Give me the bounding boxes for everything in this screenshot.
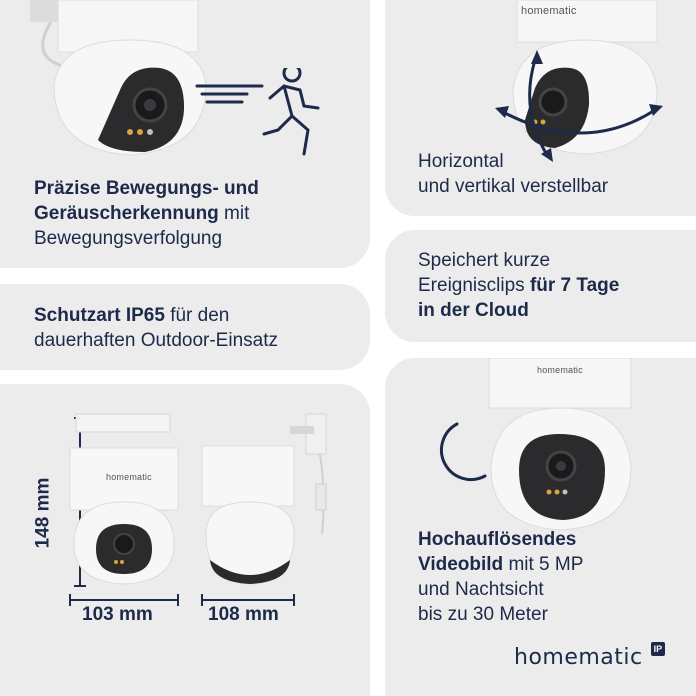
running-person-icon bbox=[192, 68, 352, 168]
storage-line-1: Speichert kurze bbox=[418, 250, 551, 271]
storage-line-2-bold: für 7 Tage bbox=[529, 275, 620, 296]
storage-panel bbox=[385, 230, 696, 342]
front-camera-brand-label: homematic bbox=[106, 472, 152, 482]
video-bold-2: Videobild bbox=[418, 554, 504, 575]
moon-icon bbox=[441, 424, 485, 480]
protection-bold: Schutzart IP65 bbox=[34, 305, 165, 326]
video-bold-1: Hochauflösendes bbox=[418, 529, 577, 550]
adjust-description bbox=[418, 149, 696, 199]
camera-dimensions-image bbox=[0, 384, 370, 696]
video-rest-2: mit 5 MP bbox=[503, 554, 584, 575]
height-dimension: 148 mm bbox=[32, 477, 54, 549]
motion-rest-2: Bewegungsverfolgung bbox=[34, 228, 223, 249]
camera-brand-label: homematic bbox=[521, 5, 577, 17]
side-width-dimension: 108 mm bbox=[208, 604, 279, 625]
dimensions-panel bbox=[0, 384, 370, 696]
video-line-3: und Nachtsicht bbox=[418, 579, 544, 600]
motion-rest-1: mit bbox=[218, 203, 250, 224]
logo-text: homematic bbox=[514, 645, 643, 670]
motion-panel bbox=[0, 0, 370, 268]
adjust-panel bbox=[385, 0, 696, 216]
logo-badge: IP bbox=[651, 642, 666, 656]
video-panel bbox=[385, 358, 696, 696]
adjust-line-1: Horizontal bbox=[418, 151, 504, 172]
motion-bold: Präzise Bewegungs- und Geräuscherkennung bbox=[34, 178, 259, 224]
storage-line-3-bold: in der Cloud bbox=[418, 300, 529, 321]
protection-description bbox=[34, 303, 354, 353]
video-line-4: bis zu 30 Meter bbox=[418, 604, 548, 625]
protection-rest-2: dauerhaften Outdoor-Einsatz bbox=[34, 330, 278, 351]
storage-line-2-plain: Ereignisclips bbox=[418, 275, 530, 296]
front-width-dimension: 103 mm bbox=[82, 604, 153, 625]
storage-description bbox=[418, 248, 696, 323]
protection-rest-1: für den bbox=[164, 305, 230, 326]
homematic-logo bbox=[514, 645, 665, 670]
video-description bbox=[418, 527, 696, 627]
night-camera-brand-label: homematic bbox=[537, 365, 583, 375]
adjust-line-2: und vertikal verstellbar bbox=[418, 176, 609, 197]
protection-panel bbox=[0, 284, 370, 370]
motion-description bbox=[34, 176, 354, 251]
